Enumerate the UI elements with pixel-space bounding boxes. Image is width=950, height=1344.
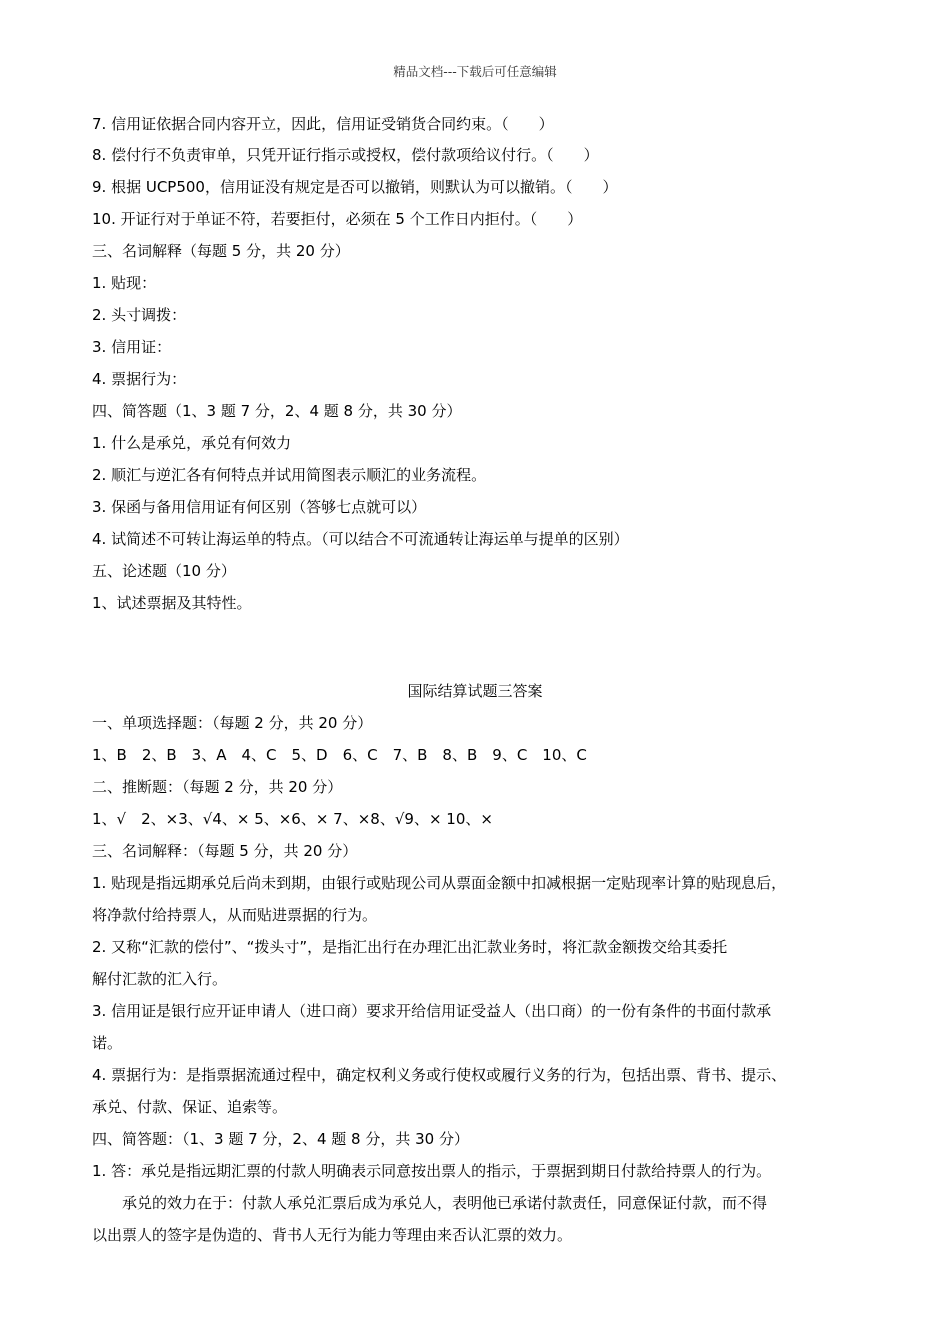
term-item: 2. 头寸调拨： (92, 306, 187, 324)
answer-line: 1. 贴现是指远期承兑后尚未到期，由银行或贴现公司从票面金额中扣减根据一定贴现率计算的贴现息后， (92, 874, 787, 892)
section-heading-terms: 三、名词解释（每题 5 分，共 20 分） (92, 242, 350, 260)
short-question: 1. 什么是承兑，承兑有何效力 (92, 434, 292, 452)
answer-line: 解付汇款的汇入行。 (92, 970, 228, 988)
answer-line: 1. 答：承兑是指远期汇票的付款人明确表示同意按出票人的指示，于票据到期日付款给持票人的行为。 (92, 1162, 772, 1180)
answer-section-heading: 二、推断题：（每题 2 分，共 20 分） (92, 778, 343, 796)
short-question: 2. 顺汇与逆汇各有何特点并试用简图表示顺汇的业务流程。 (92, 466, 487, 484)
essay-question: 1、试述票据及其特性。 (92, 594, 252, 612)
answer-section-heading: 三、名词解释：（每题 5 分，共 20 分） (92, 842, 358, 860)
question-8: 8. 偿付行不负责审单，只凭开证行指示或授权，偿付款项给议付行。（ ） (92, 146, 599, 164)
term-item: 3. 信用证： (92, 338, 172, 356)
short-question: 4. 试简述不可转让海运单的特点。（可以结合不可流通转让海运单与提单的区别） (92, 530, 629, 548)
answer-line: 以出票人的签字是伪造的、背书人无行为能力等理由来否认汇票的效力。 (92, 1226, 573, 1244)
question-9: 9. 根据 UCP500，信用证没有规定是否可以撤销，则默认为可以撤销。（ ） (92, 178, 618, 196)
answer-line: 承兑的效力在于：付款人承兑汇票后成为承兑人，表明他已承诺付款责任，同意保证付款，而不得 (92, 1194, 768, 1212)
question-7: 7. 信用证依据合同内容开立，因此，信用证受销货合同约束。（ ） (92, 115, 554, 133)
section-heading-short: 四、简答题（1、3 题 7 分，2、4 题 8 分，共 30 分） (92, 402, 462, 420)
section-heading-essay: 五、论述题（10 分） (92, 562, 236, 580)
answer-section-heading: 四、简答题：（1、3 题 7 分，2、4 题 8 分，共 30 分） (92, 1130, 469, 1148)
answer-section-heading: 一、单项选择题：（每题 2 分，共 20 分） (92, 714, 373, 732)
term-item: 1. 贴现： (92, 274, 157, 292)
answer-line: 3. 信用证是银行应开证申请人（进口商）要求开给信用证受益人（出口商）的一份有条件的书面付款承 (92, 1002, 772, 1020)
question-10: 10. 开证行对于单证不符，若要拒付，必须在 5 个工作日内拒付。（ ） (92, 210, 583, 228)
short-question: 3. 保函与备用信用证有何区别（答够七点就可以） (92, 498, 427, 516)
answer-line: 4. 票据行为：是指票据流通过程中，确定权利义务或行使权或履行义务的行为，包括出票、背书、提示、 (92, 1066, 787, 1084)
page-header: 精品文档---下载后可任意编辑 (393, 64, 557, 79)
answer-line: 1、B 2、B 3、A 4、C 5、D 6、C 7、B 8、B 9、C 10、C (92, 746, 587, 764)
answer-line: 承兑、付款、保证、追索等。 (92, 1098, 288, 1116)
term-item: 4. 票据行为： (92, 370, 187, 388)
answer-line: 2. 又称“汇款的偿付”、“拨头寸”，是指汇出行在办理汇出汇款业务时，将汇款金额拨交给其委托 (92, 938, 728, 956)
answers-title: 国际结算试题三答案 (407, 682, 543, 700)
answer-line: 将净款付给持票人，从而贴进票据的行为。 (92, 906, 378, 924)
answer-line: 诺。 (92, 1034, 123, 1052)
answer-line: 1、√ 2、×3、√4、× 5、×6、× 7、×8、√9、× 10、× (92, 810, 493, 828)
